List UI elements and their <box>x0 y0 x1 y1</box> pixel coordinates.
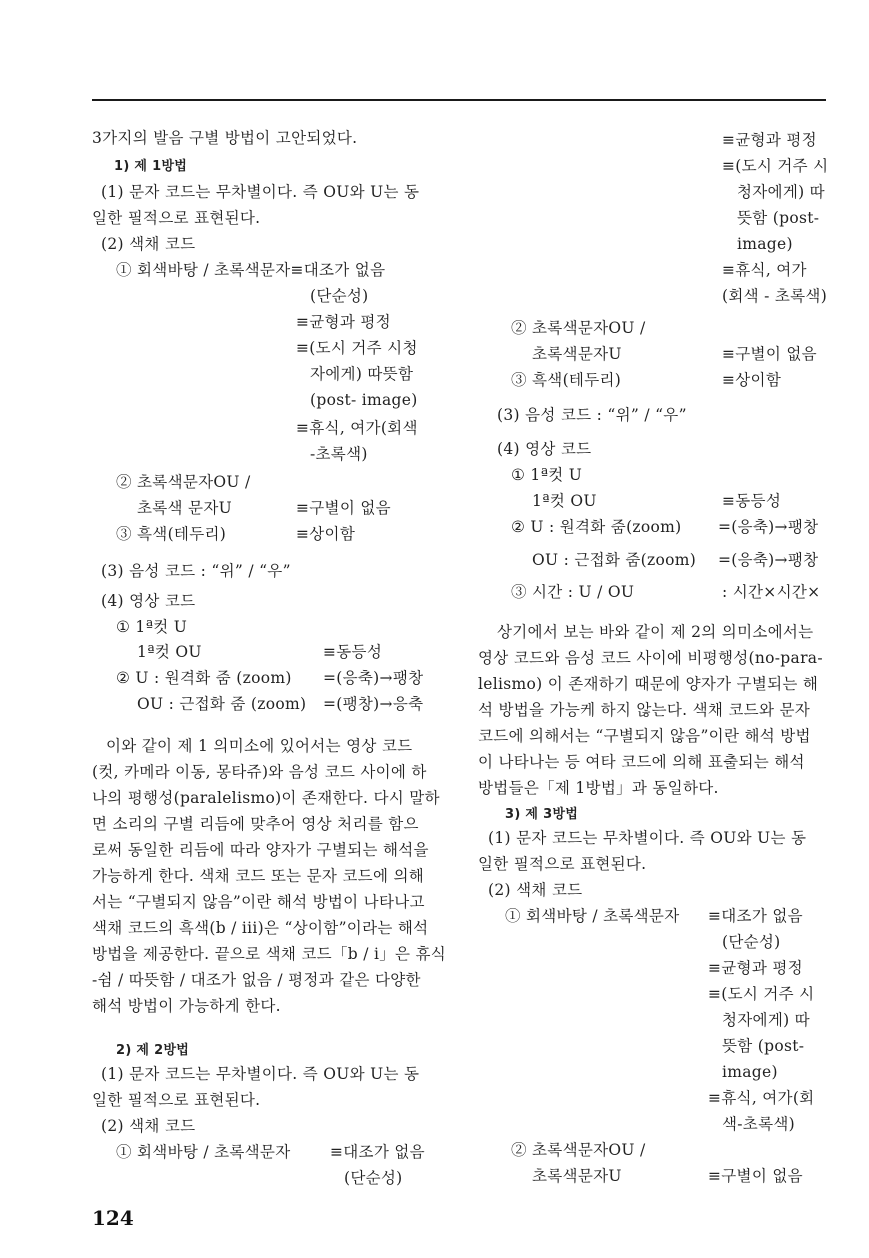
text-line: ≡균형과 평정 <box>708 959 803 977</box>
text-line: ② 초록색문자OU / <box>511 319 646 337</box>
text-line: =(응축)→팽창 <box>718 518 819 536</box>
text-line: 뜻함 (post- <box>722 1037 805 1055</box>
text-line: ≡균형과 평정 <box>296 313 391 331</box>
text-line: ≡구별이 없음 <box>708 1167 803 1185</box>
paragraph-line: 이와 같이 제 1 의미소에 있어서는 영상 코드 <box>106 737 413 755</box>
text-line: ≡동등성 <box>722 492 782 510</box>
text-line: (2) 색채 코드 <box>101 235 196 253</box>
text-line: : 시간×시간× <box>722 583 821 601</box>
text-line: (post- image) <box>310 391 418 409</box>
text-line: (2) 색채 코드 <box>101 1117 196 1135</box>
paragraph-line: 나의 평행성(paralelismo)이 존재한다. 다시 말하 <box>92 789 440 807</box>
paragraph-line: 방법들은「제 1방법」과 동일하다. <box>478 779 719 797</box>
text-line: OU : 근접화 줌(zoom) <box>532 551 697 569</box>
text-line: ≡균형과 평정 <box>722 131 817 149</box>
text-line: (1) 문자 코드는 무차별이다. 즉 OU와 U는 동 <box>488 829 807 847</box>
text-line: image) <box>737 235 793 253</box>
text-line: ≡구별이 없음 <box>722 345 817 363</box>
text-line: 청자에게) 따 <box>722 1011 810 1029</box>
paragraph-line: 영상 코드와 음성 코드 사이에 비평행성(no-para- <box>478 649 823 667</box>
text-line: 초록색문자U <box>532 345 622 363</box>
paragraph-line: 석 방법을 가능케 하지 않는다. 색채 코드와 문자 <box>478 701 811 719</box>
text-line: (1) 문자 코드는 무차별이다. 즉 OU와 U는 동 <box>101 183 420 201</box>
text-line: ≡상이함 <box>722 371 782 389</box>
text-line: 1ª컷 OU <box>137 643 202 661</box>
paragraph-line: 방법을 제공한다. 끝으로 색채 코드「b / i」은 휴식 <box>92 945 447 963</box>
text-line: ≡휴식, 여가(회색 <box>296 419 418 437</box>
text-line: (단순성) <box>722 933 781 951</box>
text-line: (3) 음성 코드 : “위” / “우” <box>101 562 291 580</box>
text-line: ② U : 원격화 줌 (zoom) <box>116 669 292 687</box>
section-heading: 1) 제 1방법 <box>114 159 188 174</box>
text-line: 색-초록색) <box>722 1115 795 1133</box>
text-line: ③ 흑색(테두리) <box>511 371 622 389</box>
text-line: (회색 - 초록색) <box>722 287 828 305</box>
text-line: (1) 문자 코드는 무차별이다. 즉 OU와 U는 동 <box>101 1065 420 1083</box>
text-line: ① 1ª컷 U <box>511 466 583 484</box>
text-line: ≡상이함 <box>296 525 356 543</box>
paragraph-line: 이 나타나는 등 여타 코드에 의해 표출되는 해석 <box>478 753 805 771</box>
text-line: OU : 근접화 줌 (zoom) <box>137 695 307 713</box>
text-line: ① 회색바탕 / 초록색문자 <box>505 907 680 925</box>
text-line: =(응축)→팽창 <box>718 551 819 569</box>
text-line: ≡(도시 거주 시청 <box>296 339 418 357</box>
text-line: (단순성) <box>344 1169 403 1187</box>
text-line: 초록색 문자U <box>137 499 232 517</box>
text-line: ≡동등성 <box>323 643 383 661</box>
text-line: ≡휴식, 여가 <box>722 261 807 279</box>
text-line: (4) 영상 코드 <box>497 440 592 458</box>
text-line: 뜻함 (post- <box>737 209 820 227</box>
text-line: 일한 필적으로 표현된다. <box>92 209 261 227</box>
text-line: ② U : 원격화 줌(zoom) <box>511 518 682 536</box>
text-line: (4) 영상 코드 <box>101 592 196 610</box>
paragraph-line: 상기에서 보는 바와 같이 제 2의 의미소에서는 <box>497 623 814 641</box>
paragraph-line: 서는 “구별되지 않음”이란 해석 방법이 나타나고 <box>92 893 425 911</box>
paragraph-line: -쉼 / 따뜻함 / 대조가 없음 / 평정과 같은 다양한 <box>92 971 421 989</box>
text-line: 일한 필적으로 표현된다. <box>92 1091 261 1109</box>
text-line: ② 초록색문자OU / <box>116 473 251 491</box>
section-heading: 3) 제 3방법 <box>505 807 579 822</box>
text-line: 청자에게) 따 <box>737 183 825 201</box>
text-line: ① 회색바탕 / 초록색문자 <box>116 1143 291 1161</box>
paragraph-line: 색채 코드의 흑색(b / iii)은 “상이함”이라는 해석 <box>92 919 429 937</box>
text-line: ≡대조가 없음 <box>330 1143 425 1161</box>
top-rule <box>92 99 826 101</box>
text-line: 1ª컷 OU <box>532 492 597 510</box>
paragraph-line: 코드에 의해서는 “구별되지 않음”이란 해석 방법 <box>478 727 811 745</box>
paragraph-line: lelismo) 이 존재하기 때문에 양자가 구별되는 해 <box>478 675 819 693</box>
paragraph-line: 로써 동일한 리듬에 따라 양자가 구별되는 해석을 <box>92 841 429 859</box>
text-line: -초록색) <box>310 445 368 463</box>
page-number: 124 <box>92 1206 134 1230</box>
text-line: (2) 색채 코드 <box>488 881 583 899</box>
text-line: ③ 시간 : U / OU <box>511 583 635 601</box>
text-line: 일한 필적으로 표현된다. <box>478 855 647 873</box>
paragraph-line: 해석 방법이 가능하게 한다. <box>92 997 281 1015</box>
text-line: ≡(도시 거주 시 <box>722 157 829 175</box>
text-line: ≡대조가 없음 <box>708 907 803 925</box>
text-line: ① 1ª컷 U <box>116 618 188 636</box>
text-line: (3) 음성 코드 : “위” / “우” <box>497 406 687 424</box>
text-line: 초록색문자U <box>532 1167 622 1185</box>
paragraph-line: (컷, 카메라 이동, 몽타쥬)와 음성 코드 사이에 하 <box>92 763 427 781</box>
paragraph-line: 면 소리의 구별 리듬에 맞추어 영상 처리를 함으 <box>92 815 419 833</box>
section-heading: 2) 제 2방법 <box>116 1043 190 1058</box>
text-line: ≡(도시 거주 시 <box>708 985 815 1003</box>
text-line: (단순성) <box>310 287 369 305</box>
text-line: =(팽창)→응축 <box>323 695 424 713</box>
text-line: ① 회색바탕 / 초록색문자≡대조가 없음 <box>116 261 386 279</box>
text-line: 자에게) 따뜻함 <box>310 365 414 383</box>
text-line: ≡구별이 없음 <box>296 499 391 517</box>
text-line: image) <box>722 1063 778 1081</box>
text-line: ≡휴식, 여가(회 <box>708 1089 815 1107</box>
text-line: =(응축)→팽창 <box>323 669 424 687</box>
text-line: ② 초록색문자OU / <box>511 1141 646 1159</box>
text-line: 3가지의 발음 구별 방법이 고안되었다. <box>92 129 358 147</box>
text-line: ③ 흑색(테두리) <box>116 525 227 543</box>
paragraph-line: 가능하게 한다. 색채 코드 또는 문자 코드에 의해 <box>92 867 425 885</box>
